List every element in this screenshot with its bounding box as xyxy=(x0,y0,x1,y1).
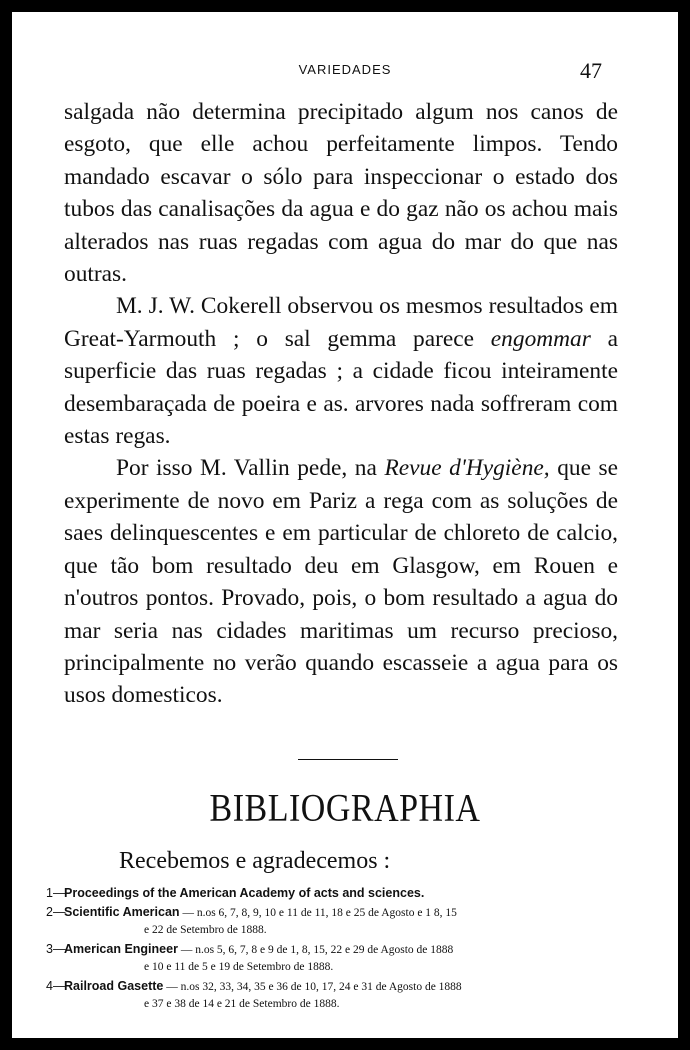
page-number: 47 xyxy=(580,58,602,83)
entry-continuation: e 10 e 11 de 5 e 19 de Setembro de 1888. xyxy=(144,961,334,973)
entry-title: American Engineer xyxy=(64,942,178,956)
entry-continuation: e 22 de Setembro de 1888. xyxy=(144,924,267,936)
paragraph-1-line: salgada não determina precipitado algum nos canos xyxy=(64,99,584,125)
paragraph-2 xyxy=(64,290,618,452)
bibliography-intro: Recebemos e agradecemos : xyxy=(119,848,391,874)
section-title: BIBLIOGRAPHIA xyxy=(209,787,481,830)
body-text xyxy=(64,96,618,712)
paragraph-1-line: Tendo mandado escavar o sólo para inspeccionar o xyxy=(64,131,618,190)
entry-dates: — n.os 32, 33, 34, 35 e 36 de 10, 17, 24 e 31 de Agosto de 1888 xyxy=(163,981,462,993)
paragraph-1-line: de esgoto, que elle achou perfeitamente limpos. xyxy=(64,99,618,158)
entry-number: 3— xyxy=(46,942,66,956)
paragraph-1 xyxy=(64,96,618,290)
paragraph-3-text-end: que se experimente de novo em Pariz a rega com as soluções de saes delinquescentes e em particular de chloreto de calcio, que tão bom resultado deu em Glasgow, em Rouen e n'outros pontos. Provado, pois, o bom resultado a agua do mar seria nas cidades maritimas um recurso precioso, principalmente no verão quando escasseie a agua para os usos domesticos. xyxy=(64,455,619,709)
page-header xyxy=(12,60,678,90)
paragraph-1-line: estado dos tubos das canalisações da agua e do gaz xyxy=(64,163,618,223)
paragraph-2-italic: engommar xyxy=(490,325,591,352)
paragraph-2-text: M. J. W. Cokerell observou os mesmos resultados em Great-Yarmouth ; o sal gemma parece xyxy=(64,293,618,352)
paragraph-2-text-end: a superficie das ruas regadas ; a cidade ficou inteiramente desembaraçada de poeira e as. arvores nada soffreram com estas regas. xyxy=(64,325,618,450)
entry-number: 2— xyxy=(46,905,66,919)
entry-title: Railroad Gasette xyxy=(64,979,164,993)
section-divider xyxy=(298,759,398,760)
entry-dates: — n.os 5, 6, 7, 8 e 9 de 1, 8, 15, 22 e 29 de Agosto de 1888 xyxy=(177,944,454,956)
running-title: VARIEDADES xyxy=(298,62,392,77)
entry-title: Scientific American xyxy=(64,905,180,919)
paragraph-1-line: não os achou mais alterados nas ruas regadas com xyxy=(64,196,619,255)
entry-number: 1— xyxy=(46,886,66,900)
paragraph-3-text: Por isso M. Vallin pede, na xyxy=(116,455,385,482)
entry-title: Proceedings of the American Academy of acts and sciences. xyxy=(64,886,425,900)
paragraph-3 xyxy=(64,452,618,711)
entry-number: 4— xyxy=(46,979,66,993)
paragraph-1-line: agua do mar do que nas outras. xyxy=(64,228,618,288)
entry-dates: — n.os 6, 7, 8, 9, 10 e 11 de 11, 18 e 25 de Agosto e 1 8, 15 xyxy=(179,907,457,919)
paragraph-3-italic: Revue d'Hygiène, xyxy=(384,455,550,482)
entry-continuation: e 37 e 38 de 14 e 21 de Setembro de 1888. xyxy=(144,998,340,1010)
page xyxy=(12,12,678,1038)
